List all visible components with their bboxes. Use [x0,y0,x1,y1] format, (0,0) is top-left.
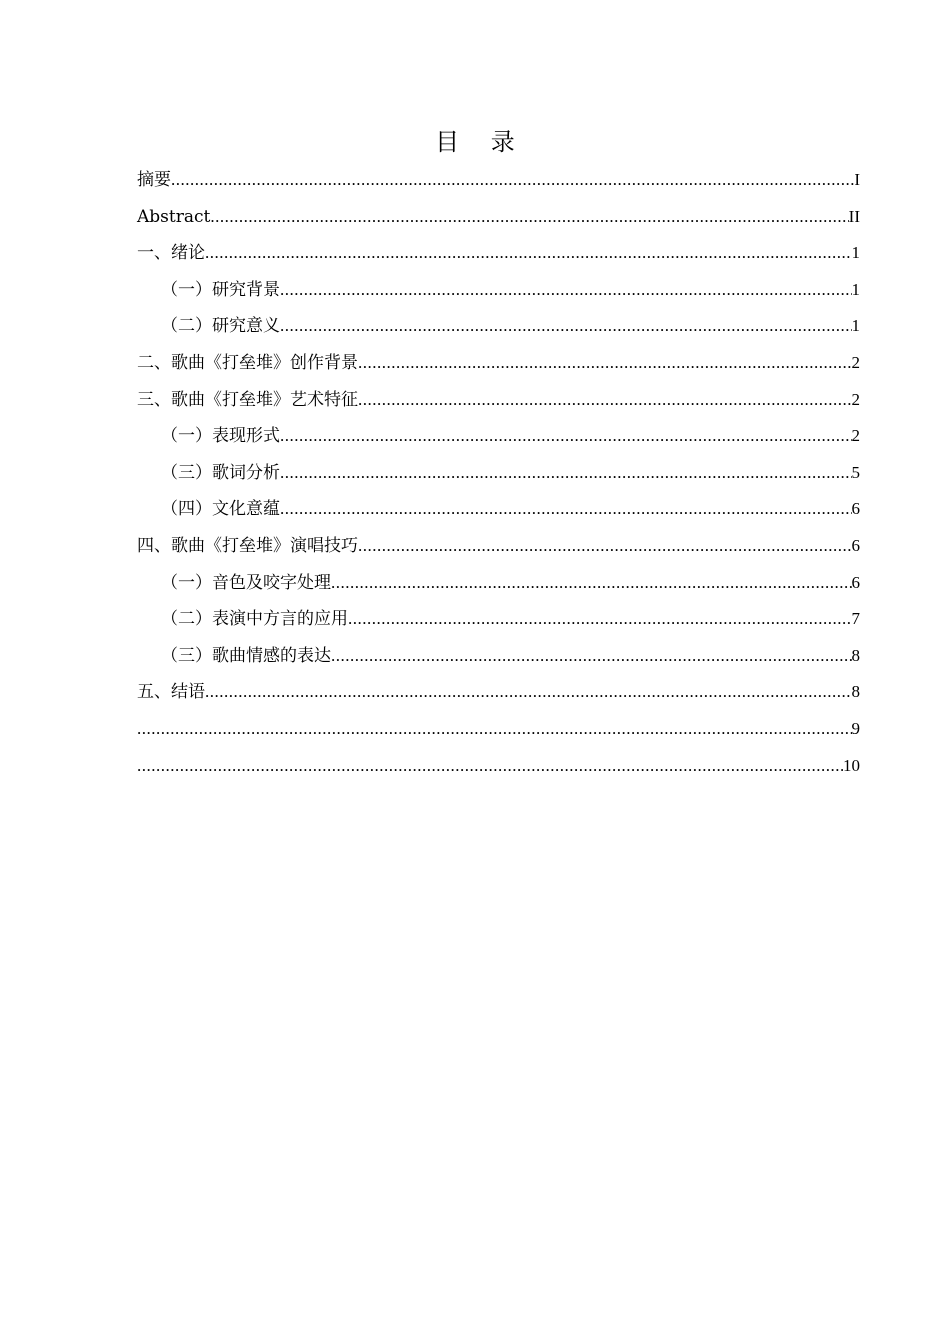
toc-entry[interactable] [137,748,860,785]
toc-page-number: 1 [851,243,860,263]
toc-entry[interactable] [137,235,860,272]
toc-dot-leader [358,345,852,382]
toc-entry[interactable] [137,382,860,419]
toc-dot-leader [358,382,852,419]
toc-entry-label: （四）文化意蕴 [161,499,280,520]
toc-entry[interactable] [137,674,860,711]
toc-page-number: 2 [851,352,860,372]
toc-dot-leader [331,638,852,675]
toc-dot-leader [280,272,852,309]
toc-dot-leader [348,601,852,638]
toc-dot-leader [210,199,848,236]
toc-page-number: 2 [851,426,860,446]
toc-entry[interactable] [137,528,860,565]
toc-entry-label: 二、歌曲《打垒堆》创作背景 [137,352,358,373]
toc-entry-label: （一）研究背景 [161,279,280,300]
toc-entry-label: 摘要 [137,170,171,190]
toc-page-number: 1 [851,279,860,299]
toc-entry-label: （一）音色及咬字处理 [161,572,331,593]
toc-title: 目 录 [435,128,527,156]
toc-entry-label: 一、绪论 [137,243,205,264]
toc-entry[interactable] [137,199,860,236]
toc-entry[interactable] [137,455,860,492]
toc-page-number: II [848,206,860,226]
toc-entry[interactable] [137,308,860,345]
toc-entry-label: （一）表现形式 [161,426,280,447]
toc-entry[interactable] [137,601,860,638]
toc-page-number: 6 [851,535,860,555]
toc-dot-leader [331,565,852,602]
toc-page-number: 6 [851,499,860,519]
toc-entry[interactable] [137,491,860,528]
toc-entry-label: 三、歌曲《打垒堆》艺术特征 [137,389,358,410]
toc-entry[interactable] [137,638,860,675]
toc-dot-leader [280,491,852,528]
toc-entry-label: 五、结语 [137,682,205,703]
toc-dot-leader [171,162,854,199]
toc-page-number: 8 [851,645,860,665]
toc-entry[interactable] [137,711,860,748]
toc-entry[interactable] [137,565,860,602]
toc-page-number: 1 [851,316,860,336]
toc-page-number: 10 [843,755,860,775]
toc-dot-leader [137,711,852,748]
toc-entry-label: （三）歌曲情感的表达 [161,645,331,666]
toc-entry[interactable] [137,162,860,199]
toc-page-number: 6 [851,572,860,592]
toc-dot-leader [280,418,852,455]
toc-page-number: I [854,170,860,189]
toc-dot-leader [205,235,852,272]
toc-entry-label: Abstract [137,206,211,227]
toc-entry-label: （二）表演中方言的应用 [161,609,348,630]
toc-list [137,162,860,784]
toc-entry[interactable] [137,272,860,309]
toc-entry-label: 四、歌曲《打垒堆》演唱技巧 [137,535,358,556]
toc-entry[interactable] [137,345,860,382]
toc-page-number: 7 [851,609,860,629]
toc-page-number: 5 [851,462,860,482]
toc-dot-leader [205,674,852,711]
toc-entry-label: （二）研究意义 [161,316,280,337]
toc-dot-leader [137,748,843,785]
toc-dot-leader [280,308,852,345]
toc-dot-leader [280,455,852,492]
toc-page-number: 9 [851,718,860,738]
toc-dot-leader [358,528,852,565]
toc-entry[interactable] [137,418,860,455]
toc-entry-label: （三）歌词分析 [161,462,280,483]
toc-page-number: 2 [851,389,860,409]
toc-page-number: 8 [851,682,860,702]
